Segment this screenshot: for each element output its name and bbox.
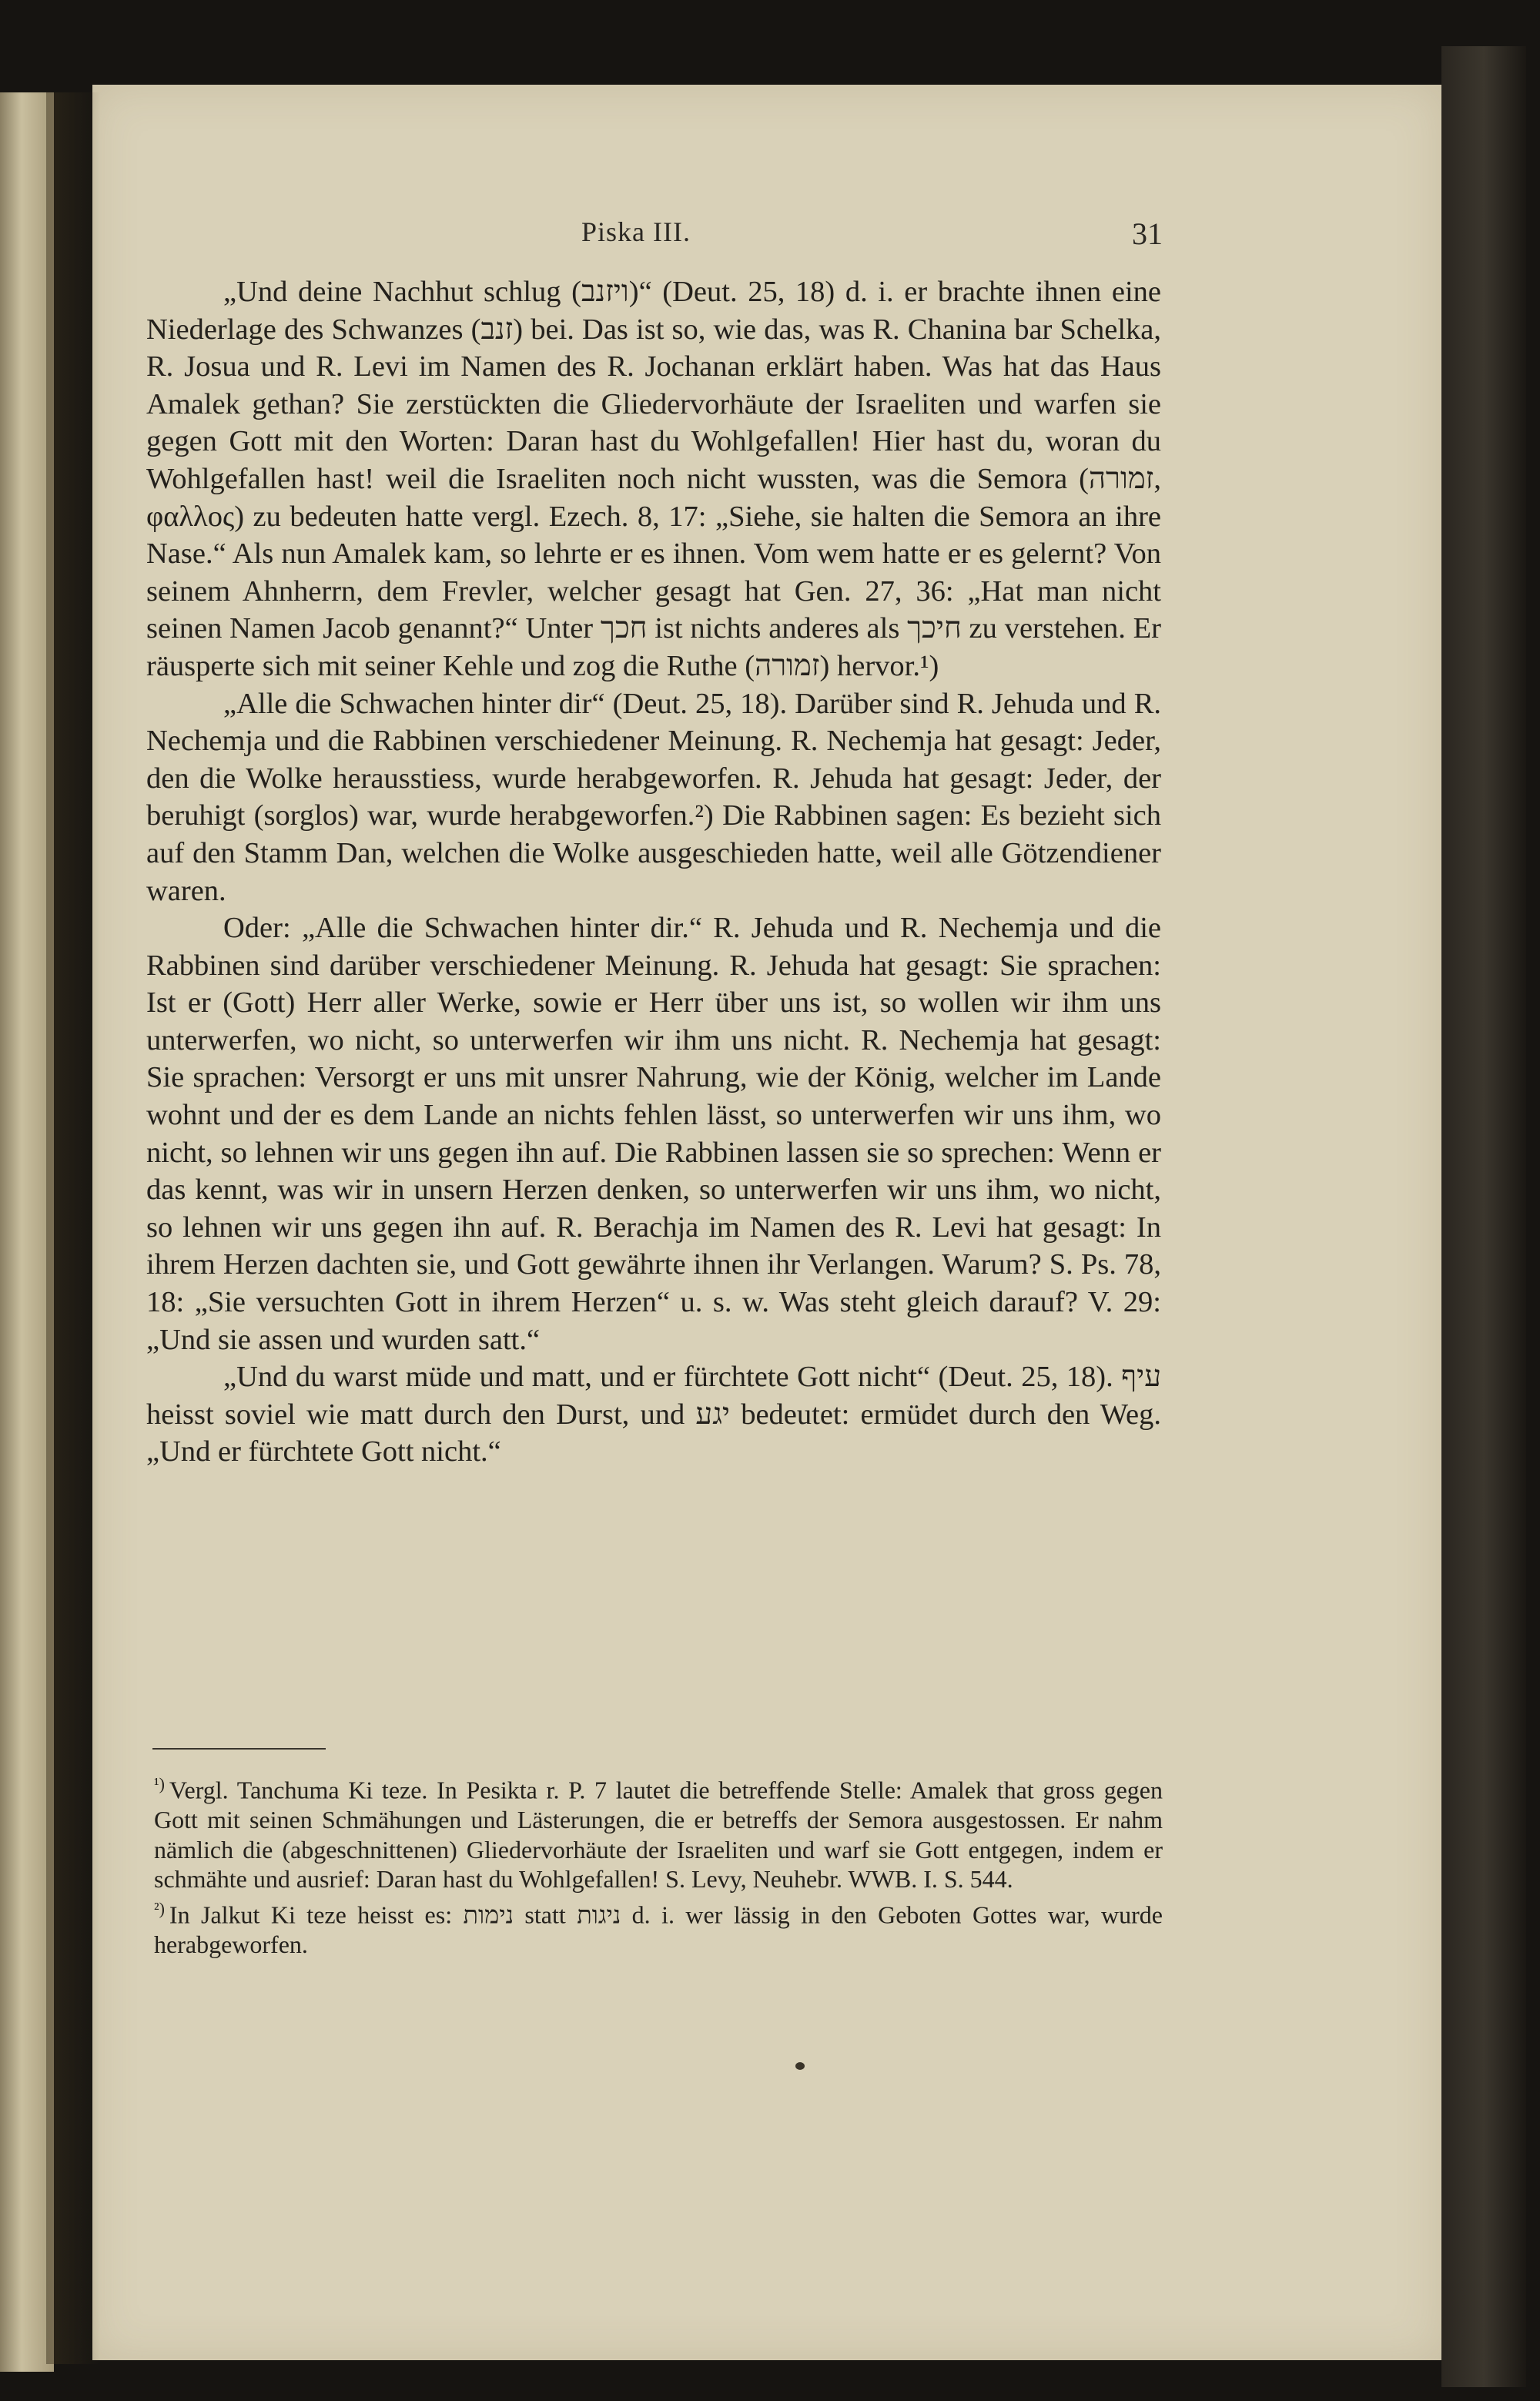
footnote xyxy=(154,1770,1163,1894)
paragraph: „Und deine Nachhut schlug (ויזנב)“ (Deut. 25, 18) d. i. er brachte ihnen eine Niederlage des Schwanzes (זנב) bei. Das ist so, wie das, was R. Chanina bar Schelka, R. Josua und R. Levi im Namen des R. Jochanan erklärt haben. Was hat das Haus Amalek gethan? Sie zerstückten die Gliedervorhäute der Israeliten und warfen sie gegen Gott mit den Worten: Daran hast du Wohlgefallen! Hier hast du, woran du Wohlgefallen hast! weil die Israeliten noch nicht wussten, was die Semora (זמורה, φαλλος) zu bedeuten hatte vergl. Ezech. 8, 17: „Siehe, sie halten die Semora an ihre Nase.“ Als nun Amalek kam, so lehrte er es ihnen. Vom wem hatte er es gelernt? Von seinem Ahnherrn, dem Frevler, welcher gesagt hat Gen. 27, 36: „Hat man nicht seinen Namen Jacob genannt?“ Unter חכך ist nichts anderes als חיכך zu verstehen. Er räusperte sich mit seiner Kehle und zog die Ruthe (זמורה) hervor.¹) xyxy=(146,276,1162,682)
footnotes xyxy=(154,1770,1163,1960)
body-text xyxy=(146,273,1161,1471)
footnote xyxy=(154,1894,1163,1960)
paragraph: „Alle die Schwachen hinter dir“ (Deut. 25, 18). Darüber sind R. Jehuda und R. Nechemja und die Rabbinen verschiedener Meinung. R. Nechemja hat gesagt: Jeder, den die Wolke herausstiess, wurde herabgeworfen. R. Jehuda hat gesagt: Jeder, der beruhigt (sorglos) war, wurde herabgeworfen.²) Die Rabbinen sagen: Es bezieht sich auf den Stamm Dan, welchen die Wolke ausgeschieden hatte, weil alle Götzendiener waren. xyxy=(146,687,1161,907)
footnote-text: In Jalkut Ki teze heisst es: נימות statt ניגות d. i. wer lässig in den Geboten Gottes war, wurde herabgeworfen. xyxy=(154,1900,1163,1959)
ink-spot xyxy=(795,2062,805,2070)
page-gutter-shadow xyxy=(46,92,100,2364)
paragraph: Oder: „Alle die Schwachen hinter dir.“ R. Jehuda und R. Nechemja und die Rabbinen sind darüber verschiedener Meinung. R. Jehuda hat gesagt: Sie sprachen: Ist er (Gott) Herr aller Werke, sowie er Herr über uns ist, so wollen wir ihm uns unterwerfen, wo nicht, so unterwerfen wir ihm uns nicht. R. Nechemja hat gesagt: Sie sprachen: Versorgt er uns mit unsrer Nahrung, wie der König, welcher im Lande wohnt und der es dem Lande an nichts fehlen lässt, so unterwerfen wir uns ihm, wo nicht, so lehnen wir uns gegen ihn auf. Die Rabbinen lassen sie so sprechen: Wenn er das kennt, was wir in unsern Herzen denken, so unterwerfen wir uns ihm, wo nicht, so lehnen wir uns gegen ihn auf. R. Berachja im Namen des R. Levi hat gesagt: In ihrem Herzen dachten sie, und Gott gewährte ihnen ihr Verlangen. Warum? S. Ps. 78, 18: „Sie versuchten Gott in ihrem Herzen“ u. s. w. Was steht gleich darauf? V. 29: „Und sie assen und wurden satt.“ xyxy=(146,912,1161,1356)
running-head xyxy=(150,216,1163,254)
running-title: Piska III. xyxy=(581,216,691,247)
page-number: 31 xyxy=(1132,216,1163,251)
paragraph: „Und du warst müde und matt, und er fürchtete Gott nicht“ (Deut. 25, 18). עיף heisst soviel wie matt durch den Durst, und יגע bedeutet: ermüdet durch den Weg. „Und er fürchtete Gott nicht.“ xyxy=(146,1361,1162,1468)
footnote-rule xyxy=(152,1748,326,1750)
footnote-marker: ²) xyxy=(154,1899,165,1919)
footnote-marker: ¹) xyxy=(154,1774,165,1793)
book-cover-edge xyxy=(1441,46,1526,2387)
footnote-text: Vergl. Tanchuma Ki teze. In Pesikta r. P. 7 lautet die betreffende Stelle: Amalek that gross gegen Gott mit seinen Schmähungen und Lästerungen, die er betreffs der Semora ausgestossen. Er nahm nämlich die (abgeschnittenen) Gliedervorhäute der Israeliten und warf sie Gott entgegen, indem er schmähte und ausrief: Daran hast du Wohlgefallen! S. Levy, Neuhebr. WWB. I. S. 544. xyxy=(154,1776,1163,1894)
